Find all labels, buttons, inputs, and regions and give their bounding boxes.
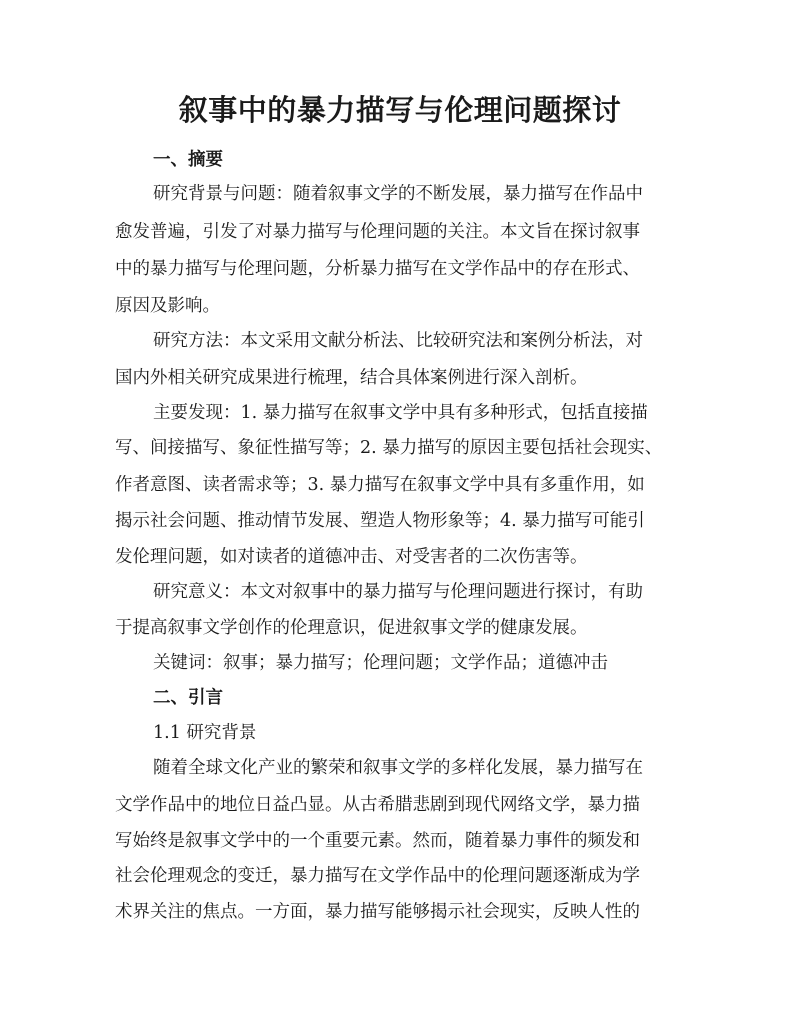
paragraph-line: 研究意义：本文对叙事中的暴力描写与伦理问题进行探讨，有助 bbox=[153, 582, 643, 602]
paragraph-line: 文学作品中的地位日益凸显。从古希腊悲剧到现代网络文学，暴力描 bbox=[115, 795, 640, 815]
paragraph-line: 主要发现：1. 暴力描写在叙事文学中具有多种形式，包括直接描 bbox=[153, 403, 648, 423]
paragraph-line: 于提高叙事文学创作的伦理意识，促进叙事文学的健康发展。 bbox=[115, 618, 588, 638]
paragraph-line: 揭示社会问题、推动情节发展、塑造人物形象等；4. 暴力描写可能引 bbox=[115, 511, 645, 531]
paragraph-line: 发伦理问题，如对读者的道德冲击、对受害者的二次伤害等。 bbox=[115, 547, 588, 567]
paragraph-line: 写始终是叙事文学中的一个重要元素。然而，随着暴力事件的频发和 bbox=[115, 831, 640, 851]
paragraph-line: 1.1 研究背景 bbox=[153, 723, 257, 743]
paragraph-line: 作者意图、读者需求等；3. 暴力描写在叙事文学中具有多重作用，如 bbox=[115, 475, 645, 495]
paragraph-line: 愈发普遍，引发了对暴力描写与伦理问题的关注。本文旨在探讨叙事 bbox=[115, 222, 640, 242]
section-heading: 二、引言 bbox=[153, 688, 223, 708]
section-heading: 一、摘要 bbox=[153, 150, 223, 170]
paragraph-line: 写、间接描写、象征性描写等；2. 暴力描写的原因主要包括社会现实、 bbox=[115, 438, 663, 458]
paragraph-line: 术界关注的焦点。一方面，暴力描写能够揭示社会现实，反映人性的 bbox=[115, 902, 640, 922]
paragraph-line: 研究背景与问题：随着叙事文学的不断发展，暴力描写在作品中 bbox=[153, 184, 643, 204]
document-title: 叙事中的暴力描写与伦理问题探讨 bbox=[178, 93, 622, 127]
paragraph-line: 关键词：叙事；暴力描写；伦理问题；文学作品；道德冲击 bbox=[153, 653, 608, 673]
paragraph-line: 国内外相关研究成果进行梳理，结合具体案例进行深入剖析。 bbox=[115, 368, 588, 388]
paragraph-line: 社会伦理观念的变迁，暴力描写在文学作品中的伦理问题逐渐成为学 bbox=[115, 866, 640, 886]
paragraph-line: 随着全球文化产业的繁荣和叙事文学的多样化发展，暴力描写在 bbox=[153, 758, 643, 778]
paragraph-line: 原因及影响。 bbox=[115, 296, 220, 316]
paragraph-line: 研究方法：本文采用文献分析法、比较研究法和案例分析法，对 bbox=[153, 331, 643, 351]
paragraph-line: 中的暴力描写与伦理问题，分析暴力描写在文学作品中的存在形式、 bbox=[115, 259, 640, 279]
